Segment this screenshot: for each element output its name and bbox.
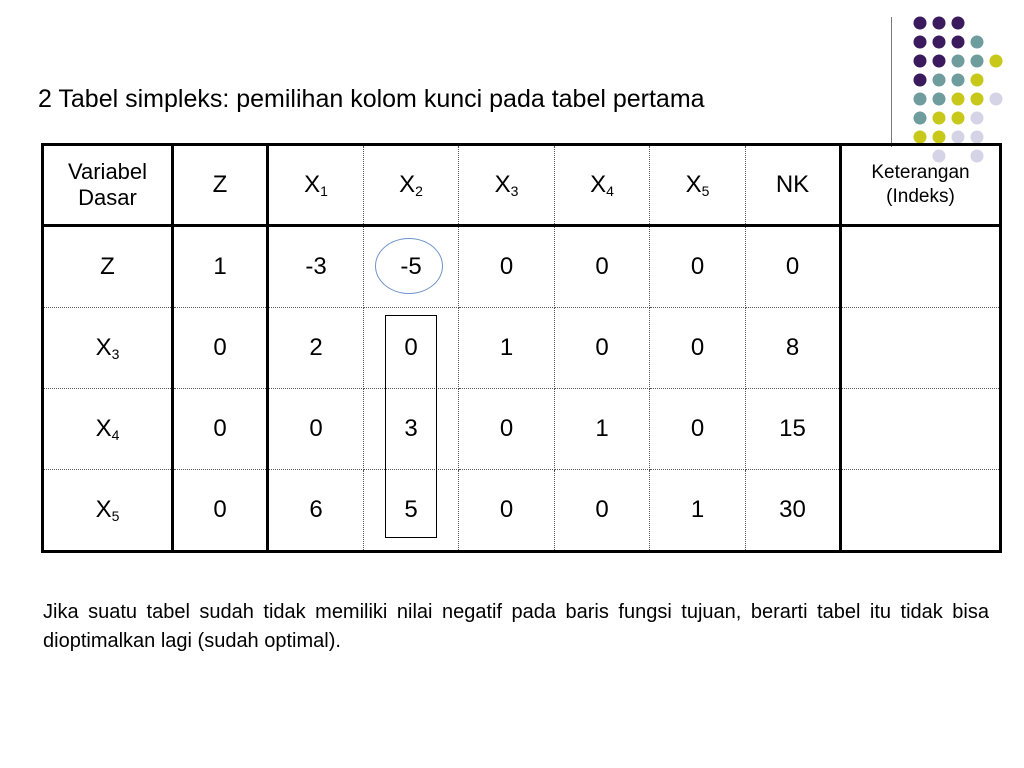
header-nk: NK	[746, 145, 841, 226]
header-x4: $X_4$	[555, 145, 650, 226]
dot	[952, 36, 965, 49]
cell-x4: 0	[555, 226, 650, 308]
dot	[971, 112, 984, 125]
dot	[933, 131, 946, 144]
cell-x3: 0	[459, 389, 555, 470]
dot	[914, 17, 927, 30]
cell-x2: 5	[364, 470, 459, 552]
dot	[952, 55, 965, 68]
header-x3: $X_3$	[459, 145, 555, 226]
cell-nk: 8	[746, 308, 841, 389]
dot	[914, 93, 927, 106]
explanation-note: Jika suatu tabel sudah tidak memiliki nilai negatif pada baris fungsi tujuan, berarti tabel itu tidak bisa dioptimalkan lagi (sudah optimal).	[43, 601, 989, 652]
dot	[990, 55, 1003, 68]
cell-x1: 2	[268, 308, 364, 389]
cell-x5: 0	[650, 226, 746, 308]
header-keterangan: Keterangan (Indeks)	[841, 145, 1001, 226]
key-column-box	[385, 315, 437, 538]
decorative-vertical-line	[891, 17, 892, 147]
header-x1: $X_1$	[268, 145, 364, 226]
cell-nk: 0	[746, 226, 841, 308]
row-variable: $X_4$	[43, 389, 173, 470]
dot	[990, 93, 1003, 106]
dot	[933, 93, 946, 106]
dot	[914, 55, 927, 68]
dot	[971, 55, 984, 68]
header-x5: $X_5$	[650, 145, 746, 226]
cell-keterangan	[841, 308, 1001, 389]
dot	[914, 131, 927, 144]
cell-x1: 6	[268, 470, 364, 552]
dot	[933, 17, 946, 30]
cell-keterangan	[841, 389, 1001, 470]
cell-keterangan	[841, 470, 1001, 552]
simplex-table	[41, 143, 1002, 553]
dot	[933, 36, 946, 49]
cell-x2: 0	[364, 308, 459, 389]
cell-x2: 3	[364, 389, 459, 470]
dot	[952, 17, 965, 30]
dot	[914, 74, 927, 87]
cell-z: 0	[173, 308, 268, 389]
table-header-row	[43, 145, 1001, 226]
slide-title: 2 Tabel simpleks: pemilihan kolom kunci pada tabel pertama	[38, 85, 705, 113]
dot	[933, 74, 946, 87]
table-row	[43, 226, 1001, 308]
cell-z: 0	[173, 389, 268, 470]
cell-x4: 1	[555, 389, 650, 470]
cell-z: 0	[173, 470, 268, 552]
row-variable: $X_5$	[43, 470, 173, 552]
row-variable: $X_3$	[43, 308, 173, 389]
dot	[933, 55, 946, 68]
dot	[971, 74, 984, 87]
cell-x4: 0	[555, 470, 650, 552]
cell-x4: 0	[555, 308, 650, 389]
cell-x1: -3	[268, 226, 364, 308]
dot	[914, 36, 927, 49]
cell-x5: 0	[650, 389, 746, 470]
dot	[952, 131, 965, 144]
cell-x2: -5	[364, 226, 459, 308]
cell-x3: 1	[459, 308, 555, 389]
cell-x3: 0	[459, 470, 555, 552]
cell-z: 1	[173, 226, 268, 308]
table-row	[43, 308, 1001, 389]
dot	[914, 112, 927, 125]
row-variable: Z	[43, 226, 173, 308]
cell-nk: 30	[746, 470, 841, 552]
dot	[933, 112, 946, 125]
table-row	[43, 470, 1001, 552]
header-variabel-dasar: Variabel Dasar	[43, 145, 173, 226]
cell-keterangan	[841, 226, 1001, 308]
cell-nk: 15	[746, 389, 841, 470]
dot	[952, 112, 965, 125]
cell-x5: 1	[650, 470, 746, 552]
cell-x1: 0	[268, 389, 364, 470]
dot	[971, 93, 984, 106]
header-z: Z	[173, 145, 268, 226]
table-row	[43, 389, 1001, 470]
dot	[971, 131, 984, 144]
cell-x3: 0	[459, 226, 555, 308]
key-column-value-circle	[375, 238, 443, 294]
cell-x5: 0	[650, 308, 746, 389]
dot	[952, 93, 965, 106]
header-x2: $X_2$	[364, 145, 459, 226]
dot	[952, 74, 965, 87]
dot	[971, 36, 984, 49]
